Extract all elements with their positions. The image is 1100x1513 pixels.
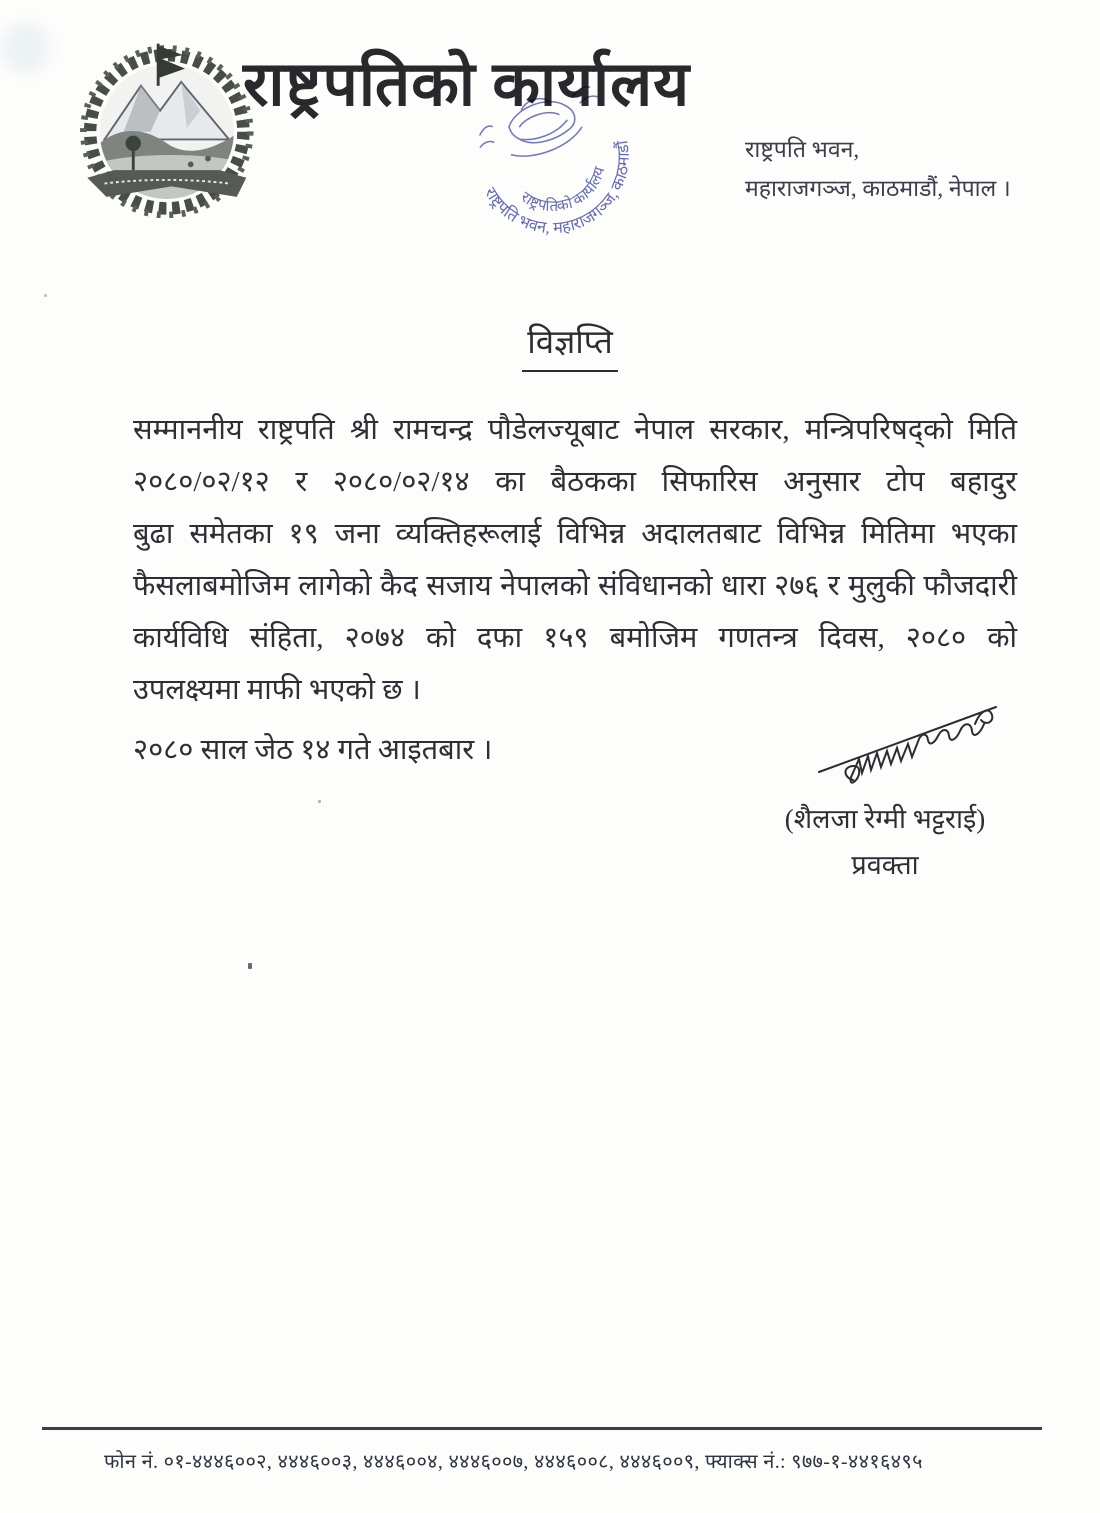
body-line: २०८०/०२/१२ र २०८०/०२/१४ का बैठकका सिफारिस अनुसार टोप बहादुर: [133, 466, 1017, 498]
body-line: सम्माननीय राष्ट्रपति श्री रामचन्द्र पौडेलज्यूबाट नेपाल सरकार, मन्त्रिपरिषद्को मिति: [133, 414, 1017, 446]
body-line: बुढा समेतका १९ जना व्यक्तिहरूलाई विभिन्न अदालतबाट विभिन्न मितिमा भएका: [133, 518, 1017, 550]
signatory-role: प्रवक्ता: [851, 850, 919, 880]
body-line: कार्यविधि संहिता, २०७४ को दफा १५९ बमोजिम गणतन्त्र दिवस, २०८० को: [133, 622, 1017, 654]
scan-speck: [44, 294, 47, 297]
scan-speck: [318, 800, 321, 803]
body-line: उपलक्ष्यमा माफी भएको छ ।: [133, 674, 421, 706]
notice-body: [133, 404, 1017, 716]
body-line: फैसलाबमोजिम लागेको कैद सजाय नेपालको संविधानको धारा २७६ र मुलुकी फौजदारी: [133, 570, 1017, 602]
footer-divider: [42, 1427, 1042, 1430]
seal-outer-text: राष्ट्रपति भवन, महाराजगञ्ज, काठमाडौं: [480, 139, 633, 238]
scan-smudge: [2, 22, 50, 74]
notice-heading: विज्ञप्ति: [522, 318, 618, 372]
scan-speck: [248, 963, 252, 969]
address-line-1: राष्ट्रपति भवन,: [745, 137, 860, 162]
office-title: राष्ट्रपतिको कार्यालय: [243, 51, 691, 119]
signature-scribble-icon: [815, 692, 1000, 787]
footer-contact-line: फोन नं. ०१-४४४६००२, ४४४६००३, ४४४६००४, ४४४६००७, ४४४६००८, ४४४६००९, फ्याक्स नं.: ९७७-१-४४१६४९५: [104, 1451, 923, 1473]
notice-heading-wrap: [450, 318, 690, 372]
letterhead-address: [745, 130, 1075, 208]
signatory-block: [745, 796, 1025, 888]
notice-date-line: २०८० साल जेठ १४ गते आइतबार ।: [133, 734, 493, 766]
nepal-coat-of-arms-icon: [66, 36, 258, 218]
signatory-name: (शैलजा रेग्मी भट्टराई): [784, 804, 986, 834]
address-line-2: महाराजगञ्ज, काठमाडौं, नेपाल ।: [745, 176, 1011, 201]
seal-inner-text: राष्ट्रपतिको कार्यालय: [517, 165, 609, 216]
